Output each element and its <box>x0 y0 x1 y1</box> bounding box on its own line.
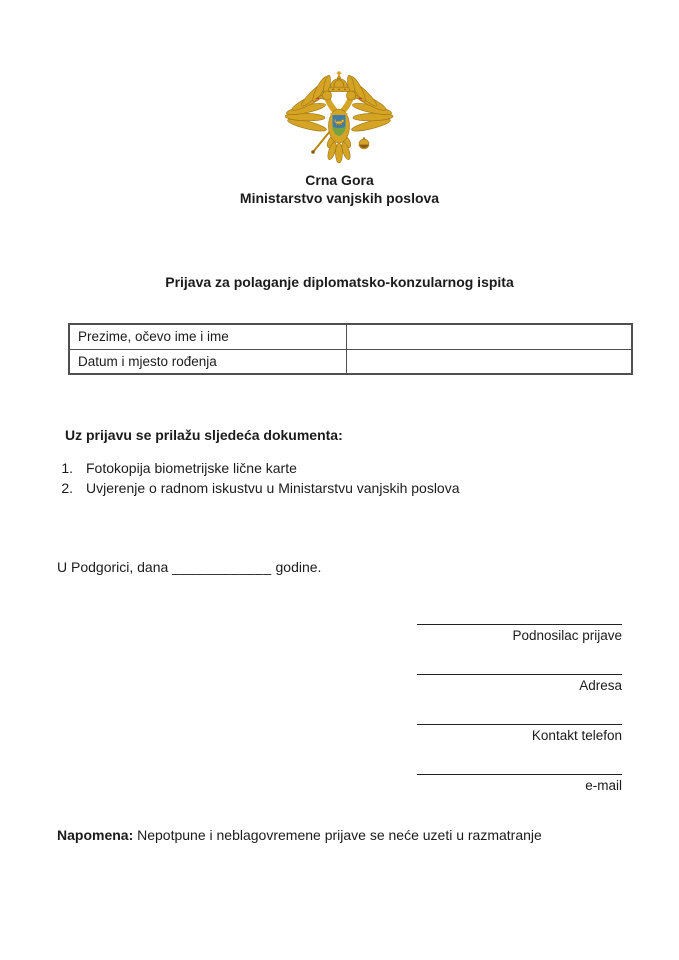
document-title: Prijava za polaganje diplomatsko-konzularnog ispita <box>165 274 514 290</box>
note-label: Napomena: <box>57 827 134 843</box>
montenegro-coat-of-arms-icon <box>284 70 394 170</box>
country-name: Crna Gora <box>305 172 374 188</box>
field-value-birth-date-place[interactable] <box>346 349 632 374</box>
date-line-suffix: godine. <box>275 559 322 575</box>
field-value-surname-name[interactable] <box>346 324 632 349</box>
documents-list <box>57 458 460 498</box>
note-line <box>57 827 542 843</box>
field-label-birth-date-place: Datum i mjesto rođenja <box>69 349 346 374</box>
list-item-text: Fotokopija biometrijske lične karte <box>86 460 297 476</box>
signature-label: Adresa <box>579 678 622 693</box>
list-item <box>57 478 460 498</box>
applicant-info-table <box>68 323 633 375</box>
place-date-line <box>57 559 321 575</box>
signature-field-phone <box>417 724 622 744</box>
date-line-prefix: U Podgorici, dana <box>57 559 169 575</box>
list-item-number: 1. <box>61 460 73 476</box>
note-text: Nepotpune i neblagovremene prijave se neće uzeti u razmatranje <box>137 827 542 843</box>
signature-field-address <box>417 674 622 694</box>
signature-label: Podnosilac prijave <box>512 628 622 643</box>
table-row <box>69 324 632 349</box>
list-item-text: Uvjerenje o radnom iskustvu u Ministarstvu vanjskih poslova <box>86 480 460 496</box>
list-item <box>57 458 460 478</box>
signature-label: Kontakt telefon <box>531 728 622 743</box>
date-blank-field[interactable]: ____________ <box>172 559 272 575</box>
list-item-number: 2. <box>61 480 73 496</box>
field-label-surname-name: Prezime, očevo ime i ime <box>69 324 346 349</box>
signature-label: e-mail <box>585 778 622 793</box>
signature-field-email <box>417 774 622 794</box>
signature-field-applicant <box>417 624 622 644</box>
table-row <box>69 349 632 374</box>
documents-section-heading: Uz prijavu se prilažu sljedeća dokumenta: <box>65 427 343 443</box>
ministry-name: Ministarstvo vanjskih poslova <box>239 190 440 206</box>
